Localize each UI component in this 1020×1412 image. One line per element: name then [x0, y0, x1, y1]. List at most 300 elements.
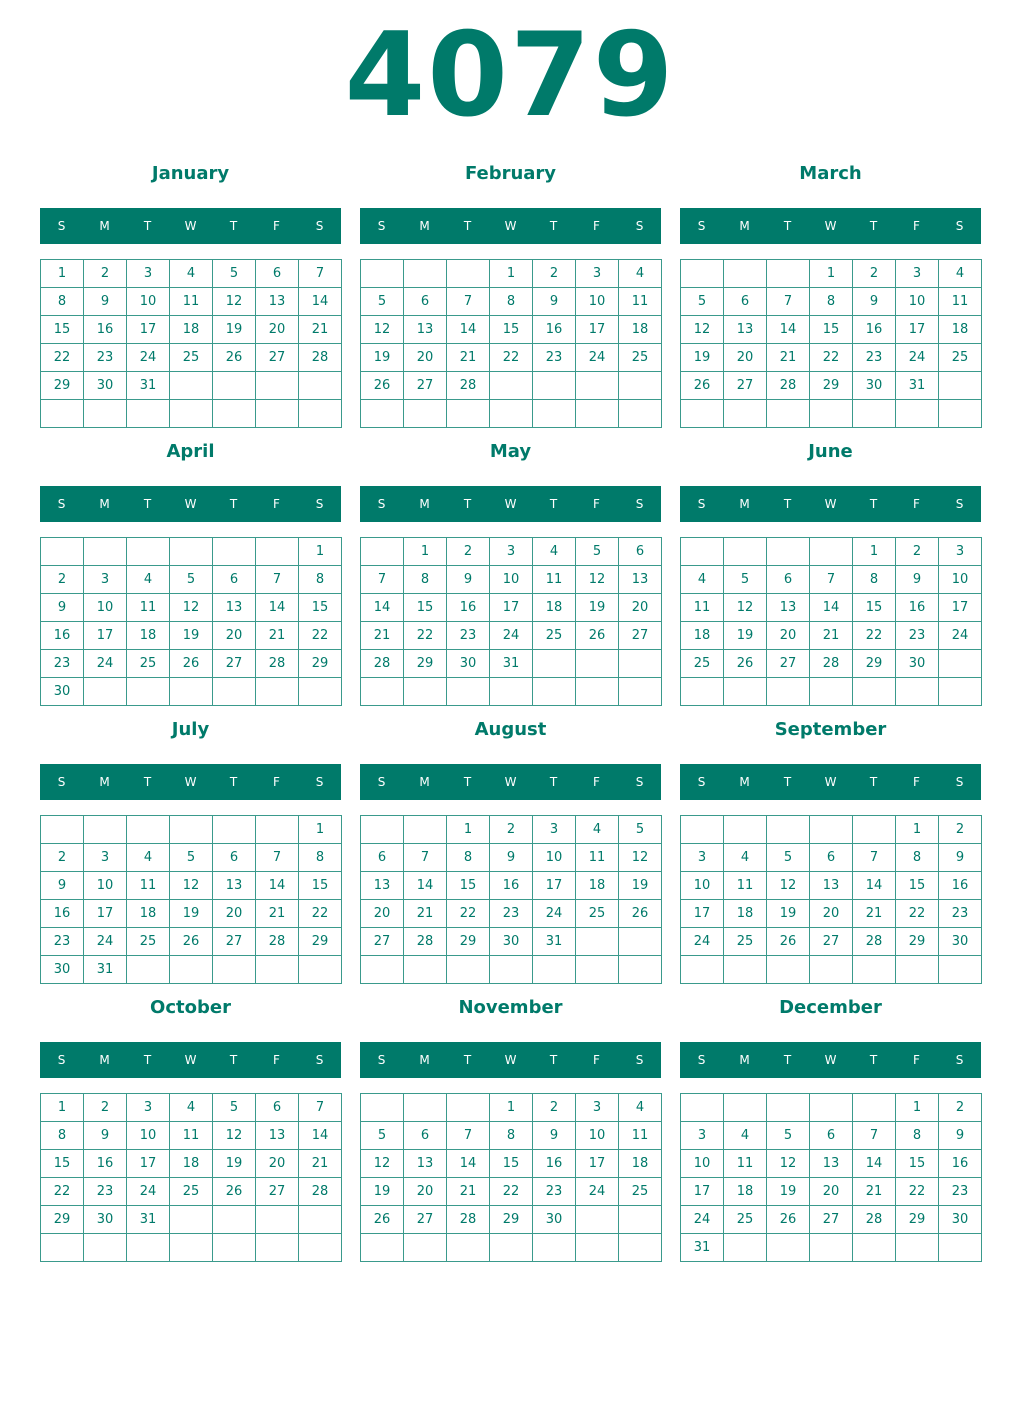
day-cell: 19: [576, 594, 619, 622]
day-cell: 13: [767, 594, 810, 622]
day-cell: 4: [127, 844, 170, 872]
day-cell: 26: [213, 1178, 256, 1206]
empty-day-cell: [41, 1234, 84, 1262]
weekday-label: S: [955, 1053, 964, 1067]
day-cell: 31: [533, 928, 576, 956]
day-cell: 1: [299, 538, 342, 566]
day-cell: 13: [810, 1150, 853, 1178]
empty-day-cell: [447, 260, 490, 288]
day-cell: 7: [256, 566, 299, 594]
day-cell: 7: [853, 1122, 896, 1150]
day-cell: 11: [170, 288, 213, 316]
day-cell: 7: [404, 844, 447, 872]
day-cell: 10: [127, 288, 170, 316]
day-cell: 14: [256, 594, 299, 622]
day-cell: 30: [41, 956, 84, 984]
day-cell: 13: [213, 872, 256, 900]
day-cell: 21: [447, 1178, 490, 1206]
empty-day-cell: [681, 816, 724, 844]
day-cell: 31: [127, 372, 170, 400]
weekday-label: T: [463, 219, 472, 233]
month-name: April: [166, 441, 215, 462]
empty-day-cell: [810, 1094, 853, 1122]
weekday-header: [360, 764, 661, 800]
day-cell: 1: [853, 538, 896, 566]
day-cell: 16: [853, 316, 896, 344]
day-cell: 6: [213, 566, 256, 594]
day-cell: 31: [681, 1234, 724, 1262]
empty-day-cell: [533, 400, 576, 428]
day-cell: 6: [256, 1094, 299, 1122]
day-cell: 10: [681, 1150, 724, 1178]
day-cell: 23: [939, 1178, 982, 1206]
weekday-label: T: [783, 497, 792, 511]
day-cell: 9: [533, 288, 576, 316]
day-cell: 5: [170, 844, 213, 872]
weekday-label: F: [913, 1053, 920, 1067]
day-cell: 14: [447, 316, 490, 344]
empty-day-cell: [361, 538, 404, 566]
weekday-label: T: [143, 219, 152, 233]
weekday-label: T: [143, 497, 152, 511]
month-name: September: [774, 719, 887, 740]
empty-day-cell: [213, 678, 256, 706]
day-cell: 28: [810, 650, 853, 678]
day-cell: 17: [127, 1150, 170, 1178]
weekday-label: T: [783, 775, 792, 789]
empty-day-cell: [490, 678, 533, 706]
day-cell: 8: [896, 1122, 939, 1150]
day-cell: 3: [84, 566, 127, 594]
day-cell: 8: [299, 844, 342, 872]
empty-day-cell: [681, 400, 724, 428]
day-cell: 21: [853, 900, 896, 928]
day-cell: 4: [724, 844, 767, 872]
weekday-label: S: [697, 219, 706, 233]
day-cell: 21: [853, 1178, 896, 1206]
day-cell: 3: [84, 844, 127, 872]
empty-day-cell: [853, 678, 896, 706]
day-cell: 11: [619, 288, 662, 316]
weekday-label: T: [229, 1053, 238, 1067]
weekday-label: T: [229, 219, 238, 233]
day-cell: 28: [767, 372, 810, 400]
empty-day-cell: [299, 1206, 342, 1234]
weekday-label: W: [824, 775, 837, 789]
weekday-label: S: [377, 1053, 386, 1067]
weekday-header: [360, 208, 661, 244]
day-cell: 8: [447, 844, 490, 872]
weekday-label: T: [869, 219, 878, 233]
empty-day-cell: [361, 678, 404, 706]
day-cell: 30: [490, 928, 533, 956]
empty-day-cell: [170, 372, 213, 400]
day-cell: 7: [810, 566, 853, 594]
day-cell: 21: [299, 1150, 342, 1178]
day-cell: 16: [533, 1150, 576, 1178]
day-cell: 30: [447, 650, 490, 678]
day-cell: 14: [853, 1150, 896, 1178]
day-cell: 2: [939, 1094, 982, 1122]
day-cell: 21: [299, 316, 342, 344]
day-cell: 10: [576, 1122, 619, 1150]
day-cell: 26: [361, 1206, 404, 1234]
day-cell: 31: [490, 650, 533, 678]
day-cell: 16: [490, 872, 533, 900]
day-cell: 22: [41, 1178, 84, 1206]
day-cell: 18: [127, 622, 170, 650]
day-cell: 8: [299, 566, 342, 594]
empty-day-cell: [576, 678, 619, 706]
day-cell: 24: [84, 650, 127, 678]
day-cell: 25: [170, 1178, 213, 1206]
empty-day-cell: [404, 260, 447, 288]
day-cell: 5: [681, 288, 724, 316]
weekday-label: S: [57, 1053, 66, 1067]
weekday-label: T: [549, 775, 558, 789]
day-cell: 8: [490, 1122, 533, 1150]
day-cell: 26: [724, 650, 767, 678]
month-name: May: [489, 441, 532, 462]
day-cell: 20: [213, 900, 256, 928]
month-name: November: [458, 997, 563, 1018]
empty-day-cell: [213, 400, 256, 428]
day-cell: 15: [404, 594, 447, 622]
empty-day-cell: [170, 1206, 213, 1234]
empty-day-cell: [84, 678, 127, 706]
day-cell: 23: [84, 344, 127, 372]
day-cell: 26: [576, 622, 619, 650]
empty-day-cell: [533, 1234, 576, 1262]
empty-day-cell: [939, 1234, 982, 1262]
day-cell: 3: [681, 1122, 724, 1150]
day-cell: 9: [533, 1122, 576, 1150]
day-cell: 2: [490, 816, 533, 844]
day-cell: 4: [619, 1094, 662, 1122]
empty-day-cell: [299, 678, 342, 706]
weekday-label: S: [635, 497, 644, 511]
day-cell: 3: [681, 844, 724, 872]
empty-day-cell: [853, 1234, 896, 1262]
day-cell: 29: [299, 650, 342, 678]
day-cell: 27: [404, 372, 447, 400]
day-cell: 4: [939, 260, 982, 288]
month-name: February: [464, 163, 557, 184]
day-cell: 21: [810, 622, 853, 650]
empty-day-cell: [213, 956, 256, 984]
empty-day-cell: [939, 956, 982, 984]
weekday-label: S: [955, 775, 964, 789]
day-cell: 7: [256, 844, 299, 872]
empty-day-cell: [853, 400, 896, 428]
day-cell: 14: [447, 1150, 490, 1178]
day-cell: 2: [84, 1094, 127, 1122]
weekday-label: S: [635, 1053, 644, 1067]
day-cell: 16: [533, 316, 576, 344]
empty-day-cell: [619, 650, 662, 678]
day-cell: 28: [853, 1206, 896, 1234]
day-cell: 5: [619, 816, 662, 844]
day-cell: 12: [170, 594, 213, 622]
weekday-label: T: [463, 775, 472, 789]
day-cell: 16: [939, 1150, 982, 1178]
day-cell: 28: [256, 650, 299, 678]
empty-day-cell: [619, 1206, 662, 1234]
empty-day-cell: [256, 400, 299, 428]
weekday-label: F: [273, 775, 280, 789]
day-cell: 5: [767, 844, 810, 872]
day-cell: 19: [681, 344, 724, 372]
day-cell: 17: [84, 900, 127, 928]
weekday-label: S: [697, 497, 706, 511]
day-cell: 17: [490, 594, 533, 622]
empty-day-cell: [404, 1234, 447, 1262]
weekday-label: S: [377, 497, 386, 511]
empty-day-cell: [84, 400, 127, 428]
weekday-label: T: [783, 219, 792, 233]
empty-day-cell: [767, 1094, 810, 1122]
day-cell: 10: [84, 872, 127, 900]
weekday-label: F: [593, 775, 600, 789]
empty-day-cell: [299, 956, 342, 984]
day-cell: 30: [533, 1206, 576, 1234]
day-cell: 29: [490, 1206, 533, 1234]
day-cell: 5: [724, 566, 767, 594]
day-cell: 6: [810, 844, 853, 872]
day-cell: 12: [213, 1122, 256, 1150]
weekday-label: W: [504, 219, 517, 233]
day-cell: 15: [41, 1150, 84, 1178]
empty-day-cell: [127, 956, 170, 984]
day-cell: 12: [361, 1150, 404, 1178]
day-cell: 26: [767, 928, 810, 956]
day-cell: 14: [404, 872, 447, 900]
day-cell: 6: [724, 288, 767, 316]
day-cell: 23: [41, 650, 84, 678]
day-cell: 26: [170, 928, 213, 956]
empty-day-cell: [170, 1234, 213, 1262]
day-cell: 31: [84, 956, 127, 984]
day-cell: 6: [361, 844, 404, 872]
weekday-label: M: [739, 219, 750, 233]
empty-day-cell: [299, 372, 342, 400]
empty-day-cell: [810, 678, 853, 706]
empty-day-cell: [576, 928, 619, 956]
day-cell: 24: [681, 928, 724, 956]
weekday-label: F: [273, 1053, 280, 1067]
day-cell: 5: [576, 538, 619, 566]
weekday-label: S: [635, 219, 644, 233]
day-cell: 25: [724, 928, 767, 956]
weekday-header: [680, 764, 981, 800]
day-cell: 29: [404, 650, 447, 678]
day-cell: 15: [490, 1150, 533, 1178]
day-cell: 25: [576, 900, 619, 928]
day-cell: 11: [939, 288, 982, 316]
empty-day-cell: [127, 678, 170, 706]
day-cell: 18: [619, 1150, 662, 1178]
month-name: August: [474, 719, 547, 740]
weekday-label: M: [419, 775, 430, 789]
year-title: 4079: [344, 8, 676, 143]
day-cell: 1: [810, 260, 853, 288]
day-cell: 1: [299, 816, 342, 844]
day-grid: [360, 537, 662, 706]
day-cell: 10: [681, 872, 724, 900]
empty-day-cell: [213, 816, 256, 844]
day-cell: 23: [853, 344, 896, 372]
day-cell: 25: [939, 344, 982, 372]
day-grid: [40, 1093, 342, 1262]
day-cell: 20: [810, 1178, 853, 1206]
month-name: March: [799, 163, 862, 184]
day-cell: 19: [170, 622, 213, 650]
empty-day-cell: [724, 956, 767, 984]
empty-day-cell: [619, 956, 662, 984]
day-cell: 13: [404, 316, 447, 344]
day-cell: 20: [724, 344, 767, 372]
empty-day-cell: [619, 928, 662, 956]
day-cell: 24: [896, 344, 939, 372]
day-cell: 8: [853, 566, 896, 594]
weekday-label: F: [913, 219, 920, 233]
empty-day-cell: [810, 538, 853, 566]
weekday-label: M: [99, 219, 110, 233]
day-cell: 4: [681, 566, 724, 594]
day-cell: 10: [127, 1122, 170, 1150]
weekday-label: W: [824, 497, 837, 511]
day-cell: 15: [896, 872, 939, 900]
empty-day-cell: [939, 400, 982, 428]
empty-day-cell: [724, 1094, 767, 1122]
weekday-label: W: [504, 1053, 517, 1067]
weekday-header: [40, 208, 341, 244]
empty-day-cell: [447, 1094, 490, 1122]
day-cell: 8: [810, 288, 853, 316]
day-cell: 9: [853, 288, 896, 316]
empty-day-cell: [490, 956, 533, 984]
empty-day-cell: [84, 816, 127, 844]
day-cell: 11: [619, 1122, 662, 1150]
day-cell: 9: [84, 1122, 127, 1150]
weekday-header: [40, 764, 341, 800]
day-cell: 22: [490, 1178, 533, 1206]
day-grid: [680, 815, 982, 984]
day-cell: 1: [490, 1094, 533, 1122]
day-cell: 24: [490, 622, 533, 650]
day-cell: 1: [404, 538, 447, 566]
empty-day-cell: [256, 1234, 299, 1262]
day-cell: 15: [853, 594, 896, 622]
empty-day-cell: [896, 678, 939, 706]
day-cell: 16: [84, 1150, 127, 1178]
day-cell: 30: [84, 1206, 127, 1234]
day-cell: 15: [299, 872, 342, 900]
day-cell: 28: [447, 1206, 490, 1234]
day-cell: 12: [767, 1150, 810, 1178]
day-cell: 2: [41, 566, 84, 594]
day-cell: 17: [939, 594, 982, 622]
day-cell: 10: [939, 566, 982, 594]
day-cell: 16: [939, 872, 982, 900]
day-cell: 1: [41, 1094, 84, 1122]
day-cell: 26: [213, 344, 256, 372]
day-cell: 19: [767, 900, 810, 928]
empty-day-cell: [170, 816, 213, 844]
day-cell: 15: [447, 872, 490, 900]
day-cell: 13: [361, 872, 404, 900]
day-cell: 25: [619, 1178, 662, 1206]
day-cell: 9: [84, 288, 127, 316]
weekday-label: S: [57, 497, 66, 511]
day-cell: 17: [576, 1150, 619, 1178]
weekday-label: T: [869, 1053, 878, 1067]
day-cell: 1: [896, 1094, 939, 1122]
day-cell: 25: [533, 622, 576, 650]
day-cell: 30: [939, 1206, 982, 1234]
day-cell: 14: [810, 594, 853, 622]
day-cell: 9: [939, 1122, 982, 1150]
weekday-label: M: [419, 219, 430, 233]
day-cell: 14: [299, 288, 342, 316]
empty-day-cell: [681, 538, 724, 566]
day-cell: 2: [533, 1094, 576, 1122]
day-cell: 13: [724, 316, 767, 344]
day-cell: 6: [404, 288, 447, 316]
day-cell: 9: [490, 844, 533, 872]
day-cell: 2: [939, 816, 982, 844]
empty-day-cell: [724, 816, 767, 844]
day-cell: 26: [619, 900, 662, 928]
weekday-header: [360, 486, 661, 522]
day-cell: 15: [41, 316, 84, 344]
day-cell: 3: [576, 1094, 619, 1122]
empty-day-cell: [853, 1094, 896, 1122]
empty-day-cell: [256, 816, 299, 844]
empty-day-cell: [853, 816, 896, 844]
day-cell: 29: [447, 928, 490, 956]
day-cell: 20: [767, 622, 810, 650]
day-cell: 26: [361, 372, 404, 400]
day-cell: 24: [939, 622, 982, 650]
empty-day-cell: [576, 400, 619, 428]
empty-day-cell: [767, 678, 810, 706]
day-cell: 16: [41, 900, 84, 928]
weekday-label: M: [419, 1053, 430, 1067]
empty-day-cell: [127, 1234, 170, 1262]
empty-day-cell: [127, 400, 170, 428]
day-cell: 2: [447, 538, 490, 566]
day-cell: 23: [41, 928, 84, 956]
day-cell: 8: [41, 288, 84, 316]
day-cell: 6: [619, 538, 662, 566]
empty-day-cell: [447, 956, 490, 984]
empty-day-cell: [84, 1234, 127, 1262]
empty-day-cell: [724, 538, 767, 566]
empty-day-cell: [490, 1234, 533, 1262]
day-cell: 18: [170, 316, 213, 344]
day-grid: [680, 1093, 982, 1262]
day-cell: 28: [404, 928, 447, 956]
day-cell: 20: [810, 900, 853, 928]
empty-day-cell: [127, 816, 170, 844]
day-cell: 28: [447, 372, 490, 400]
day-grid: [680, 259, 982, 428]
empty-day-cell: [576, 650, 619, 678]
day-cell: 15: [299, 594, 342, 622]
weekday-label: M: [739, 1053, 750, 1067]
day-grid: [40, 537, 342, 706]
